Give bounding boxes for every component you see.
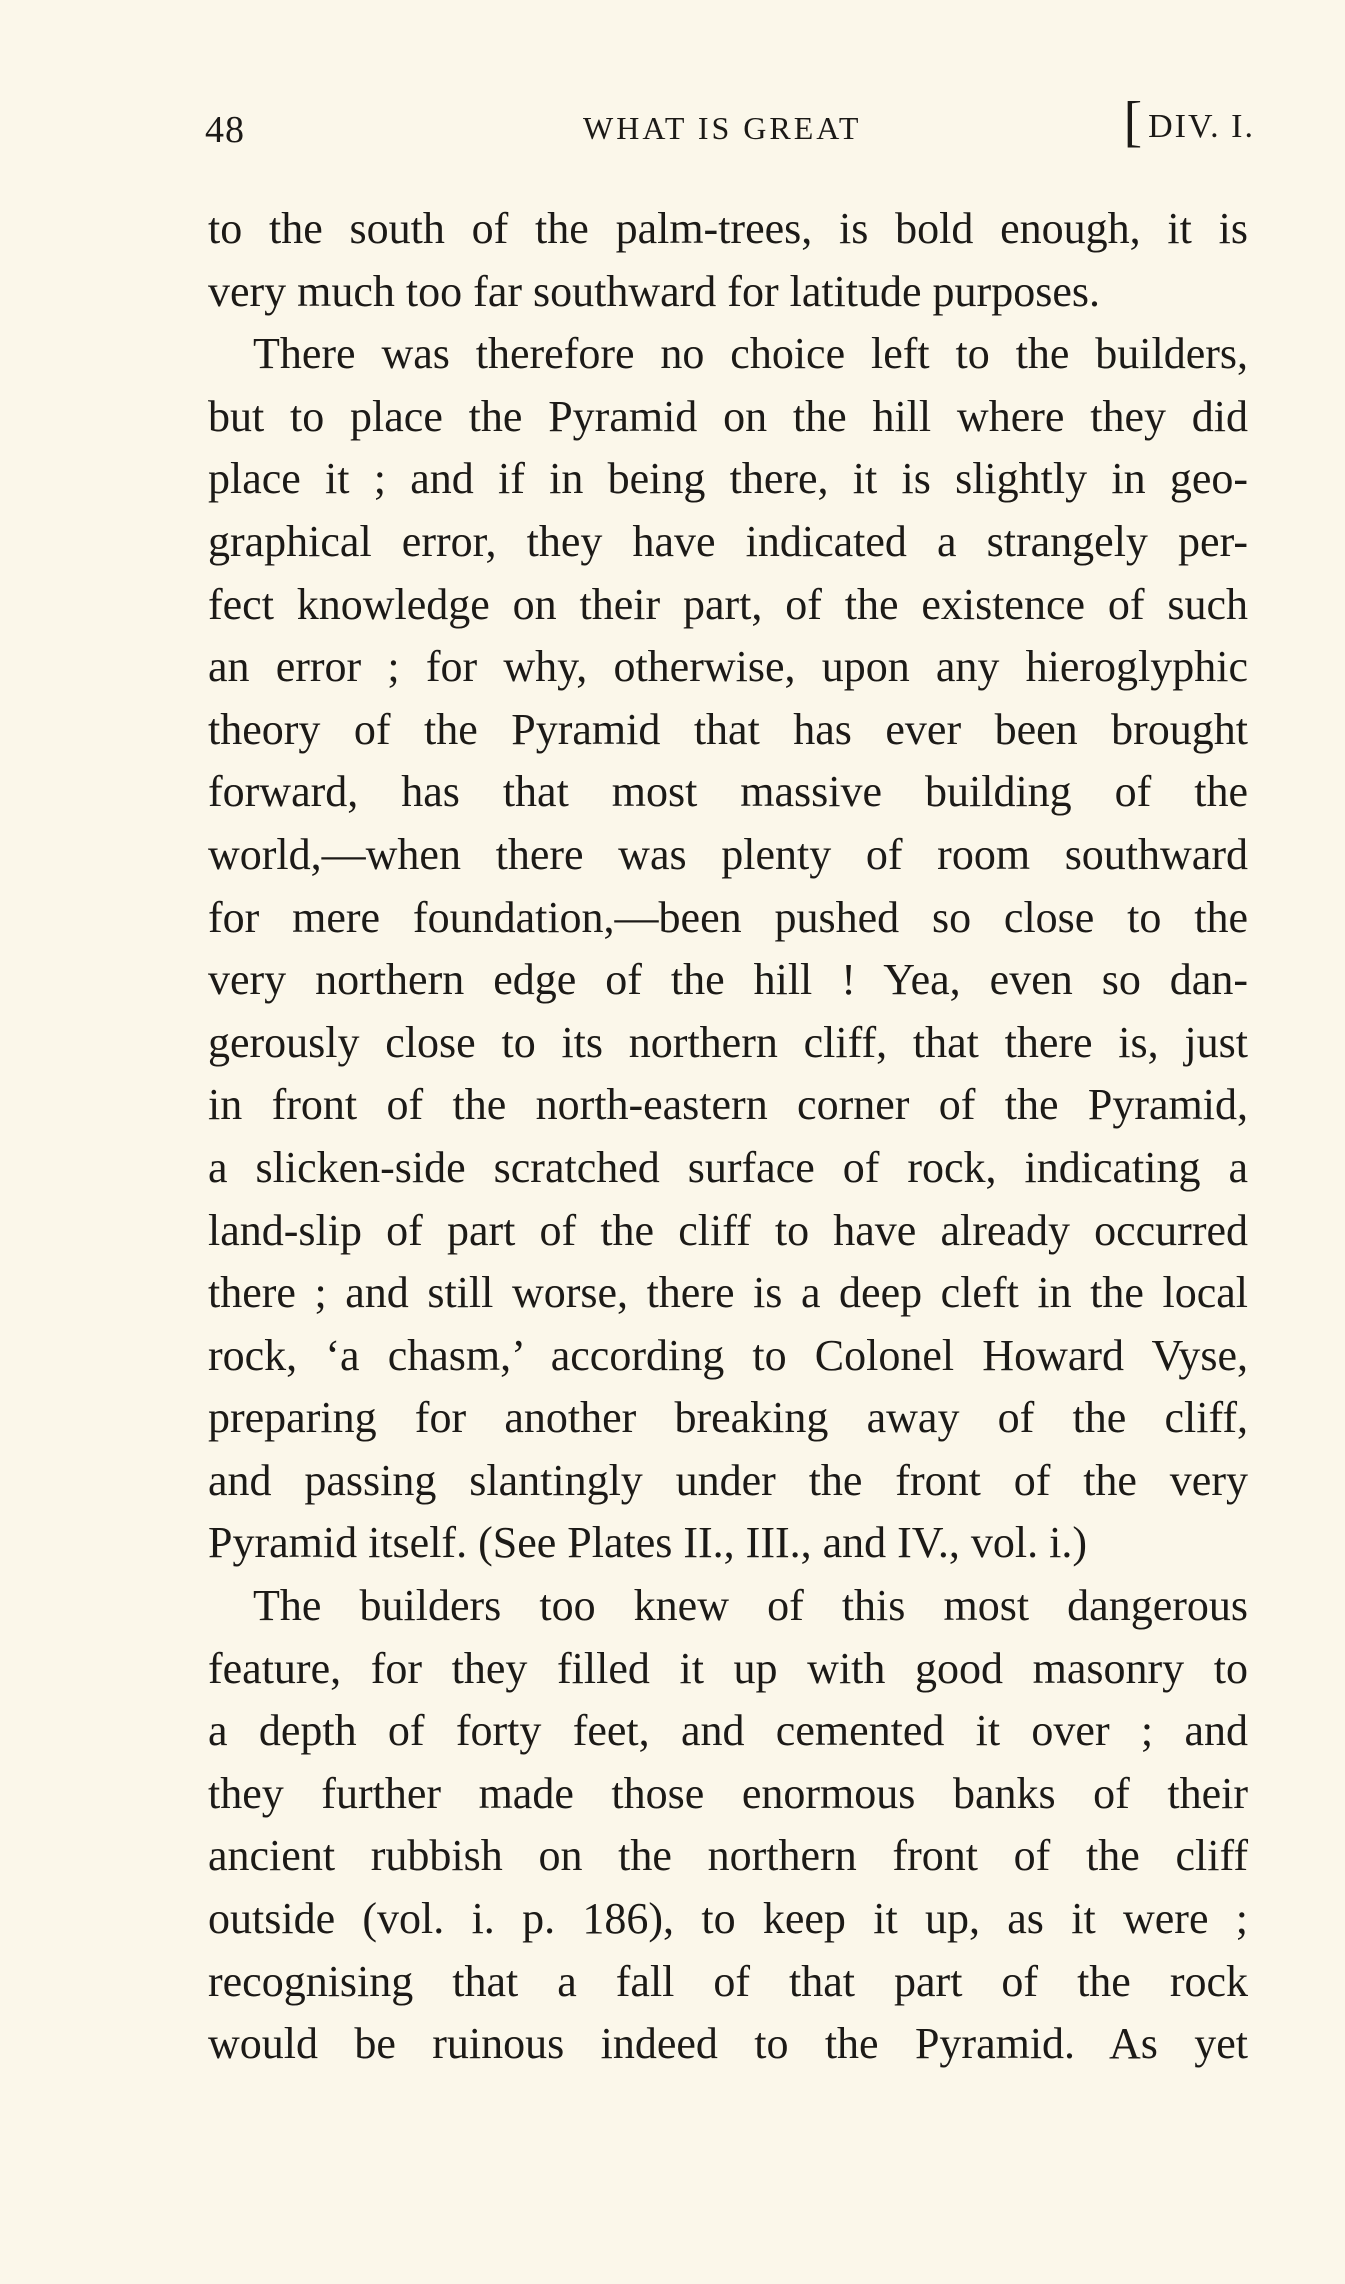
text-line: they further made those enormous banks of their xyxy=(208,1768,1248,1818)
text-line: preparing for another breaking away of the cliff, xyxy=(208,1393,1248,1443)
text-line: The builders too knew of this most dangerous xyxy=(253,1581,1248,1631)
text-line: There was therefore no choice left to the builders, xyxy=(253,329,1248,379)
text-line: for mere foundation,—been pushed so close to the xyxy=(208,892,1248,942)
text-line: rock, ‘a chasm,’ according to Colonel Howard Vyse, xyxy=(208,1330,1248,1380)
text-line: to the south of the palm-trees, is bold enough, it is xyxy=(208,204,1248,253)
division-label: DIV. I. xyxy=(1148,108,1255,145)
text-line: forward, has that most massive building of the xyxy=(208,767,1248,817)
text-line: fect knowledge on their part, of the existence of such xyxy=(208,579,1248,629)
text-line: ancient rubbish on the northern front of the cliff xyxy=(208,1831,1248,1881)
text-line: a depth of forty feet, and cemented it over ; and xyxy=(208,1706,1248,1756)
text-line: but to place the Pyramid on the hill where they did xyxy=(208,391,1248,441)
text-line: in front of the north-eastern corner of the Pyramid, xyxy=(208,1080,1248,1130)
text-line: graphical error, they have indicated a strangely per- xyxy=(208,516,1248,566)
text-line: an error ; for why, otherwise, upon any hieroglyphic xyxy=(208,642,1248,692)
text-line: land-slip of part of the cliff to have already occurred xyxy=(208,1205,1248,1255)
text-line: there ; and still worse, there is a deep cleft in the local xyxy=(208,1268,1248,1318)
body-text xyxy=(208,198,1248,2076)
text-line: a slicken-side scratched surface of rock, indicating a xyxy=(208,1142,1248,1192)
text-line: place it ; and if in being there, it is slightly in geo- xyxy=(208,454,1248,504)
text-line: feature, for they filled it up with good masonry to xyxy=(208,1643,1248,1693)
division-mark xyxy=(1123,91,1255,153)
text-line: very much too far southward for latitude purposes. xyxy=(208,266,1100,316)
running-title: WHAT IS GREAT xyxy=(583,110,862,146)
text-line: world,—when there was plenty of room southward xyxy=(208,829,1248,879)
text-line: and passing slantingly under the front of the very xyxy=(208,1455,1248,1505)
text-line: would be ruinous indeed to the Pyramid. As yet xyxy=(208,2019,1248,2069)
page-header xyxy=(205,91,1255,168)
text-line: theory of the Pyramid that has ever been brought xyxy=(208,704,1248,754)
text-line: recognising that a fall of that part of the rock xyxy=(208,1956,1248,2006)
text-line: very northern edge of the hill ! Yea, even so dan- xyxy=(208,955,1248,1005)
division-bracket: [ xyxy=(1123,91,1145,153)
text-line: gerously close to its northern cliff, that there is, just xyxy=(208,1017,1248,1067)
text-line: outside (vol. i. p. 186), to keep it up, as it were ; xyxy=(208,1894,1248,1944)
text-line: Pyramid itself. (See Plates II., III., and IV., vol. i.) xyxy=(208,1518,1088,1568)
page-number: 48 xyxy=(205,109,245,151)
